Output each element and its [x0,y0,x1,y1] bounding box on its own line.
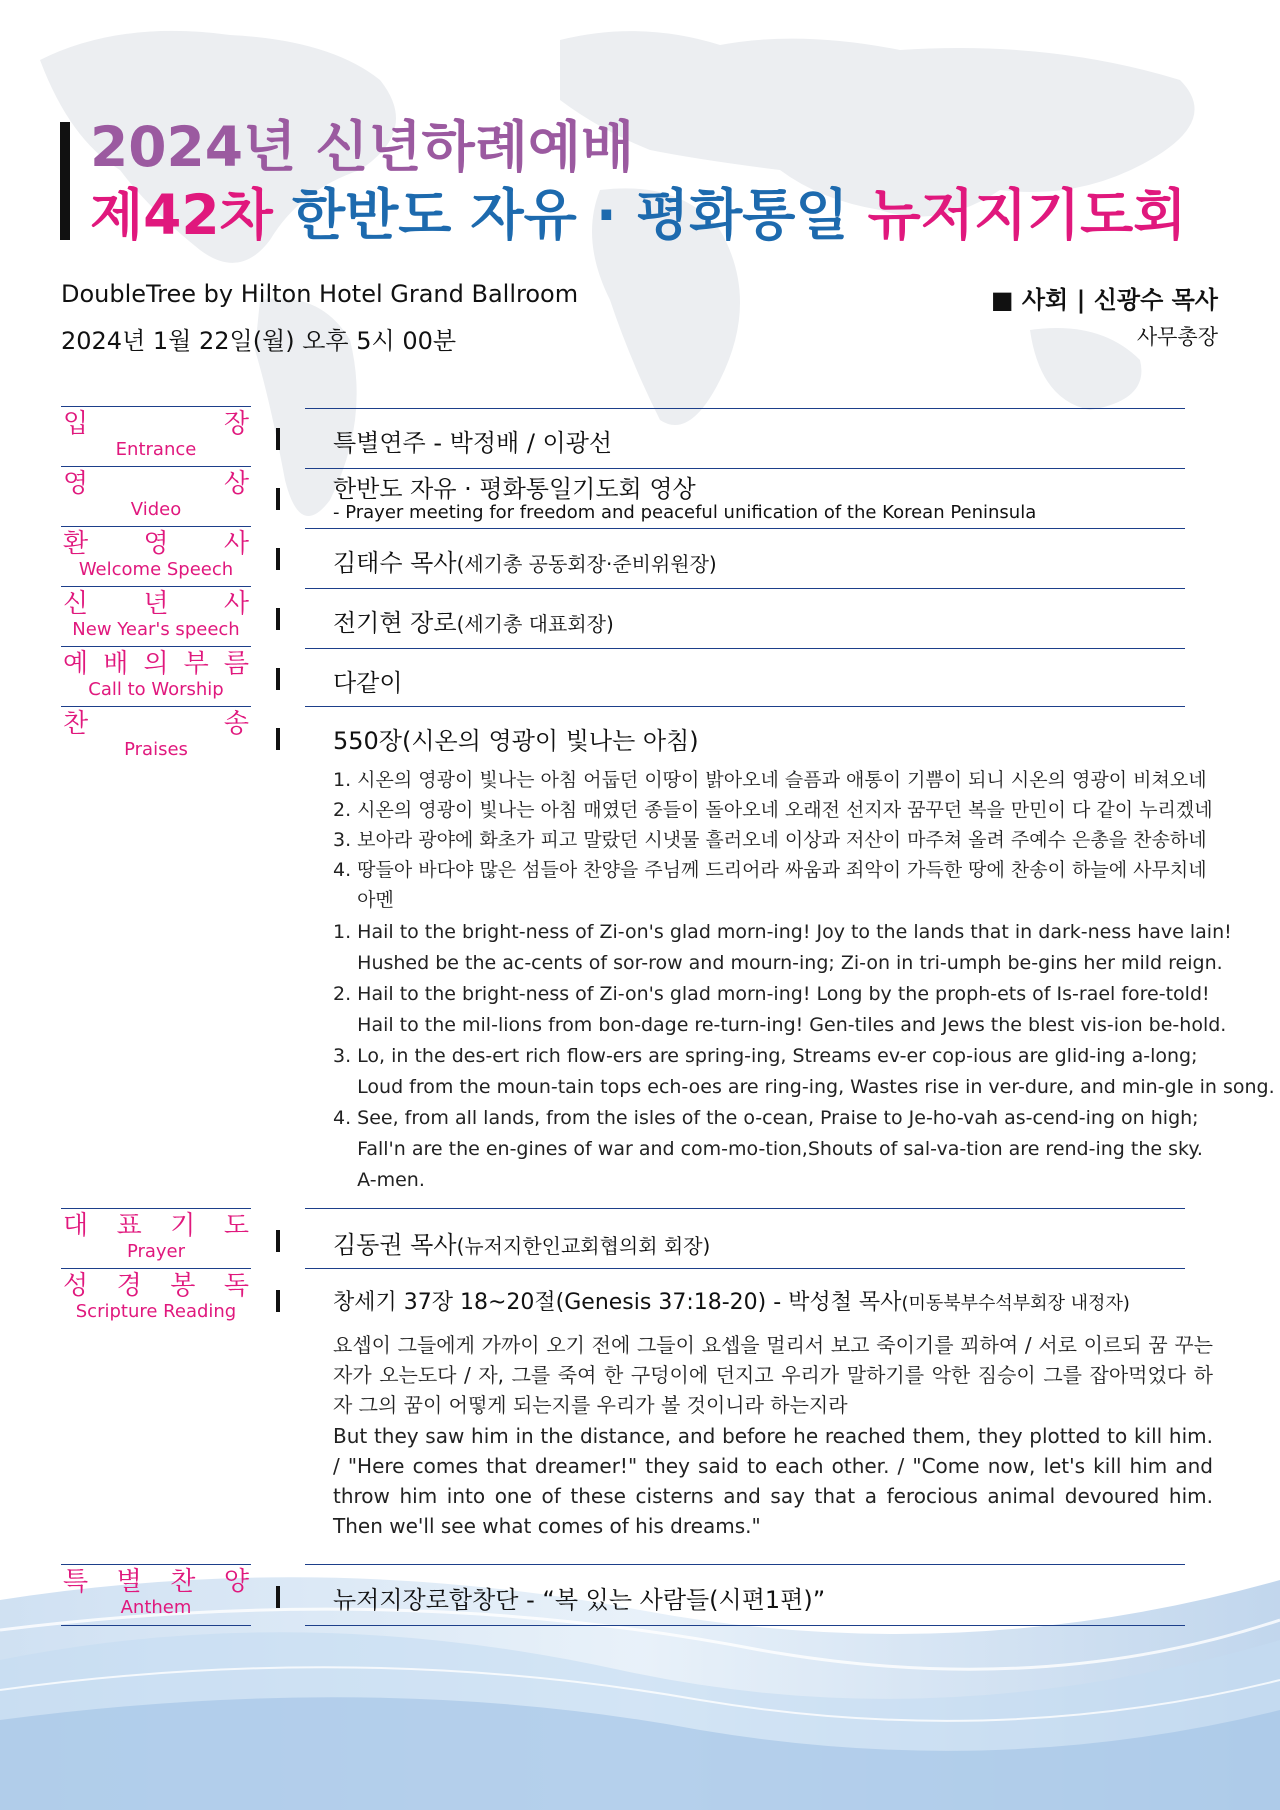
row-rule [305,588,1185,589]
label-char: 사 [223,529,249,559]
item-video-sub: - Prayer meeting for freedom and peaceful unification of the Korean Peninsula [333,502,1037,523]
label-char: 년 [143,589,169,619]
item-entrance: 특별연주 - 박정배 / 이광선 [333,429,613,457]
label-en: Entrance [115,439,197,460]
label-char: 찬 [63,709,89,739]
item-note: (세기총 공동회장·준비위원장) [456,552,717,576]
separator [276,548,280,570]
title-part-2: 한반도 자유 · 평화통일 [291,183,849,247]
label-en: Prayer [126,1241,186,1262]
hymn-line-en: 3. Lo, in the des-ert rich flow-ers are spring-ing, Streams ev-er cop-ious are glid-ing a-long; [333,1045,1198,1067]
separator [276,428,280,450]
datetime: 2024년 1월 22일(월) 오후 5시 00분 [61,327,457,355]
scripture-ko: 요셉이 그들에게 가까이 오기 전에 그들이 요셉을 멀리서 보고 죽이기를 꾀하여 / 서로 이르되 꿈 꾸는 자가 오는도다 / 자, 그를 죽여 한 구덩이에 던지고 우리가 말하기를 악한 짐승이 그를 잡아먹었다 하자 그의 꿈이 어떻게 되는지를 우리가 볼 것이니라 하는지라 [333,1333,1213,1417]
item-video: 한반도 자유 · 평화통일기도회 영상 [333,475,696,503]
label-char: 영 [143,529,169,559]
label-anthem [61,1564,251,1626]
label-char: 봉 [170,1271,196,1301]
item-note: (뉴저지한인교회협의회 회장) [456,1234,711,1258]
row-rule [305,408,1185,409]
item-main: 창세기 37장 18~20절(Genesis 37:18-20) - 박성철 목사 [333,1290,902,1315]
hymn-line-ko: 3. 보아라 광야에 화초가 피고 말랐던 시냇물 흘러오네 이상과 저산이 마주쳐 올려 주예수 은총을 찬송하네 [333,829,1207,851]
label-char: 영 [63,469,89,499]
label-new-year [61,586,251,641]
label-char: 기 [170,1211,196,1241]
separator [276,1586,280,1608]
label-char: 찬 [170,1567,196,1597]
label-char: 입 [63,409,89,439]
label-char: 신 [63,589,89,619]
item-welcome [333,543,717,578]
label-en: Praises [124,739,188,760]
hymn-line-en: Loud from the moun-tain tops ech-oes are ring-ing, Wastes rise in ver-dure, and min-gle in song. [333,1076,1275,1098]
label-en: Welcome Speech [78,559,234,580]
label-char: 특 [63,1567,89,1597]
hymn-line-en: Hail to the mil-lions from bon-dage re-turn-ing! Gen-tiles and Jews the blest vis-ion be-hold. [333,1014,1227,1036]
hymn-line-en: 1. Hail to the bright-ness of Zi-on's glad morn-ing! Joy to the lands that in dark-ness have lain! [333,921,1232,943]
title-part-3: 뉴저지기도회 [867,183,1187,247]
hymn-line-en: A-men. [333,1169,425,1191]
separator [276,728,280,750]
item-note: (미동북부수석부회장 내정자) [901,1293,1130,1314]
label-char: 의 [143,649,169,679]
scripture-en: But they saw him in the distance, and before he reached them, they plotted to kill him. / "Here comes that dreamer!" they said to each other. / "Come now, let's kill him and throw him into one of these cisterns and say that a ferocious animal devoured him. Then we'll see what comes of his dreams." [333,1424,1213,1538]
label-char: 상 [223,469,249,499]
hymn-line-en: Hushed be the ac-cents of sor-row and mourn-ing; Zi-on in tri-umph be-gins her mild reign. [333,952,1223,974]
row-rule [305,1268,1185,1269]
hymn-line-en: Fall'n are the en-gines of war and com-mo-tion,Shouts of sal-va-tion are rend-ing the sky. [333,1138,1203,1160]
label-welcome [61,526,251,581]
label-char: 별 [116,1567,142,1597]
label-char: 도 [223,1211,249,1241]
label-char: 배 [103,649,129,679]
label-scripture [61,1268,251,1323]
item-main: 김태수 목사 [333,549,457,577]
label-char: 예 [63,649,89,679]
title-line-2 [90,180,1186,250]
label-char: 독 [223,1271,249,1301]
label-en: Anthem [120,1597,192,1618]
item-call-to-worship: 다같이 [333,669,403,697]
hymn-line-ko: 아멘 [333,889,394,911]
row-rule [305,648,1185,649]
label-char: 사 [223,589,249,619]
label-char: 경 [116,1271,142,1301]
item-anthem: 뉴저지장로합창단 - “복 있는 사람들(시편1편)” [333,1586,826,1614]
label-prayer [61,1208,251,1263]
separator [276,608,280,630]
label-char: 름 [223,649,249,679]
item-scripture [333,1285,1130,1316]
host-title: 사무총장 [1136,325,1218,349]
item-main: 김동권 목사 [333,1231,457,1259]
hymn-line-ko: 4. 땅들아 바다야 많은 섬들아 찬양을 주님께 드리어라 싸움과 죄악이 가득한 땅에 찬송이 하늘에 사무치네 [333,859,1207,881]
hymn-line-ko: 2. 시온의 영광이 빛나는 아침 매였던 종들이 돌아오네 오래전 선지자 꿈꾸던 복을 만민이 다 같이 누리겠네 [333,799,1213,821]
label-video [61,466,251,521]
hymn-line-en: 2. Hail to the bright-ness of Zi-on's glad morn-ing! Long by the proph-ets of Is-rael fore-told! [333,983,1210,1005]
row-rule [305,1208,1185,1209]
hymn-line-en: 4. See, from all lands, from the isles of the o-cean, Praise to Je-ho-vah as-cend-ing on high; [333,1107,1199,1129]
label-char: 부 [183,649,209,679]
label-char: 환 [63,529,89,559]
label-praises [61,706,251,761]
label-entrance [61,406,251,461]
title-accent-bar [60,122,70,240]
label-char: 성 [63,1271,89,1301]
host-line: ■ 사회 | 신광수 목사 [990,286,1218,314]
title-part-1: 제42차 [90,183,273,247]
separator [276,1230,280,1252]
separator [276,488,280,510]
label-en: Scripture Reading [75,1301,237,1322]
label-en: New Year's speech [72,619,240,640]
item-new-year [333,603,614,638]
separator [276,1290,280,1312]
label-char: 송 [223,709,249,739]
label-char: 양 [223,1567,249,1597]
venue: DoubleTree by Hilton Hotel Grand Ballroom [61,280,579,308]
item-note: (세기총 대표회장) [456,612,614,636]
label-call-to-worship [61,646,251,701]
row-rule [305,528,1185,529]
label-en: Video [130,499,182,520]
label-en: Call to Worship [88,679,224,700]
item-main: 전기현 장로 [333,609,457,637]
title-line-1: 2024년 신년하례예배 [90,115,635,179]
separator [276,668,280,690]
item-praises: 550장(시온의 영광이 빛나는 아침) [333,727,699,755]
label-char: 표 [116,1211,142,1241]
label-char: 장 [223,409,249,439]
row-rule [305,706,1185,707]
item-prayer [333,1225,710,1260]
hymn-line-ko: 1. 시온의 영광이 빛나는 아침 어둡던 이땅이 밝아오네 슬픔과 애통이 기쁨이 되니 시온의 영광이 비쳐오네 [333,769,1207,791]
label-char: 대 [63,1211,89,1241]
